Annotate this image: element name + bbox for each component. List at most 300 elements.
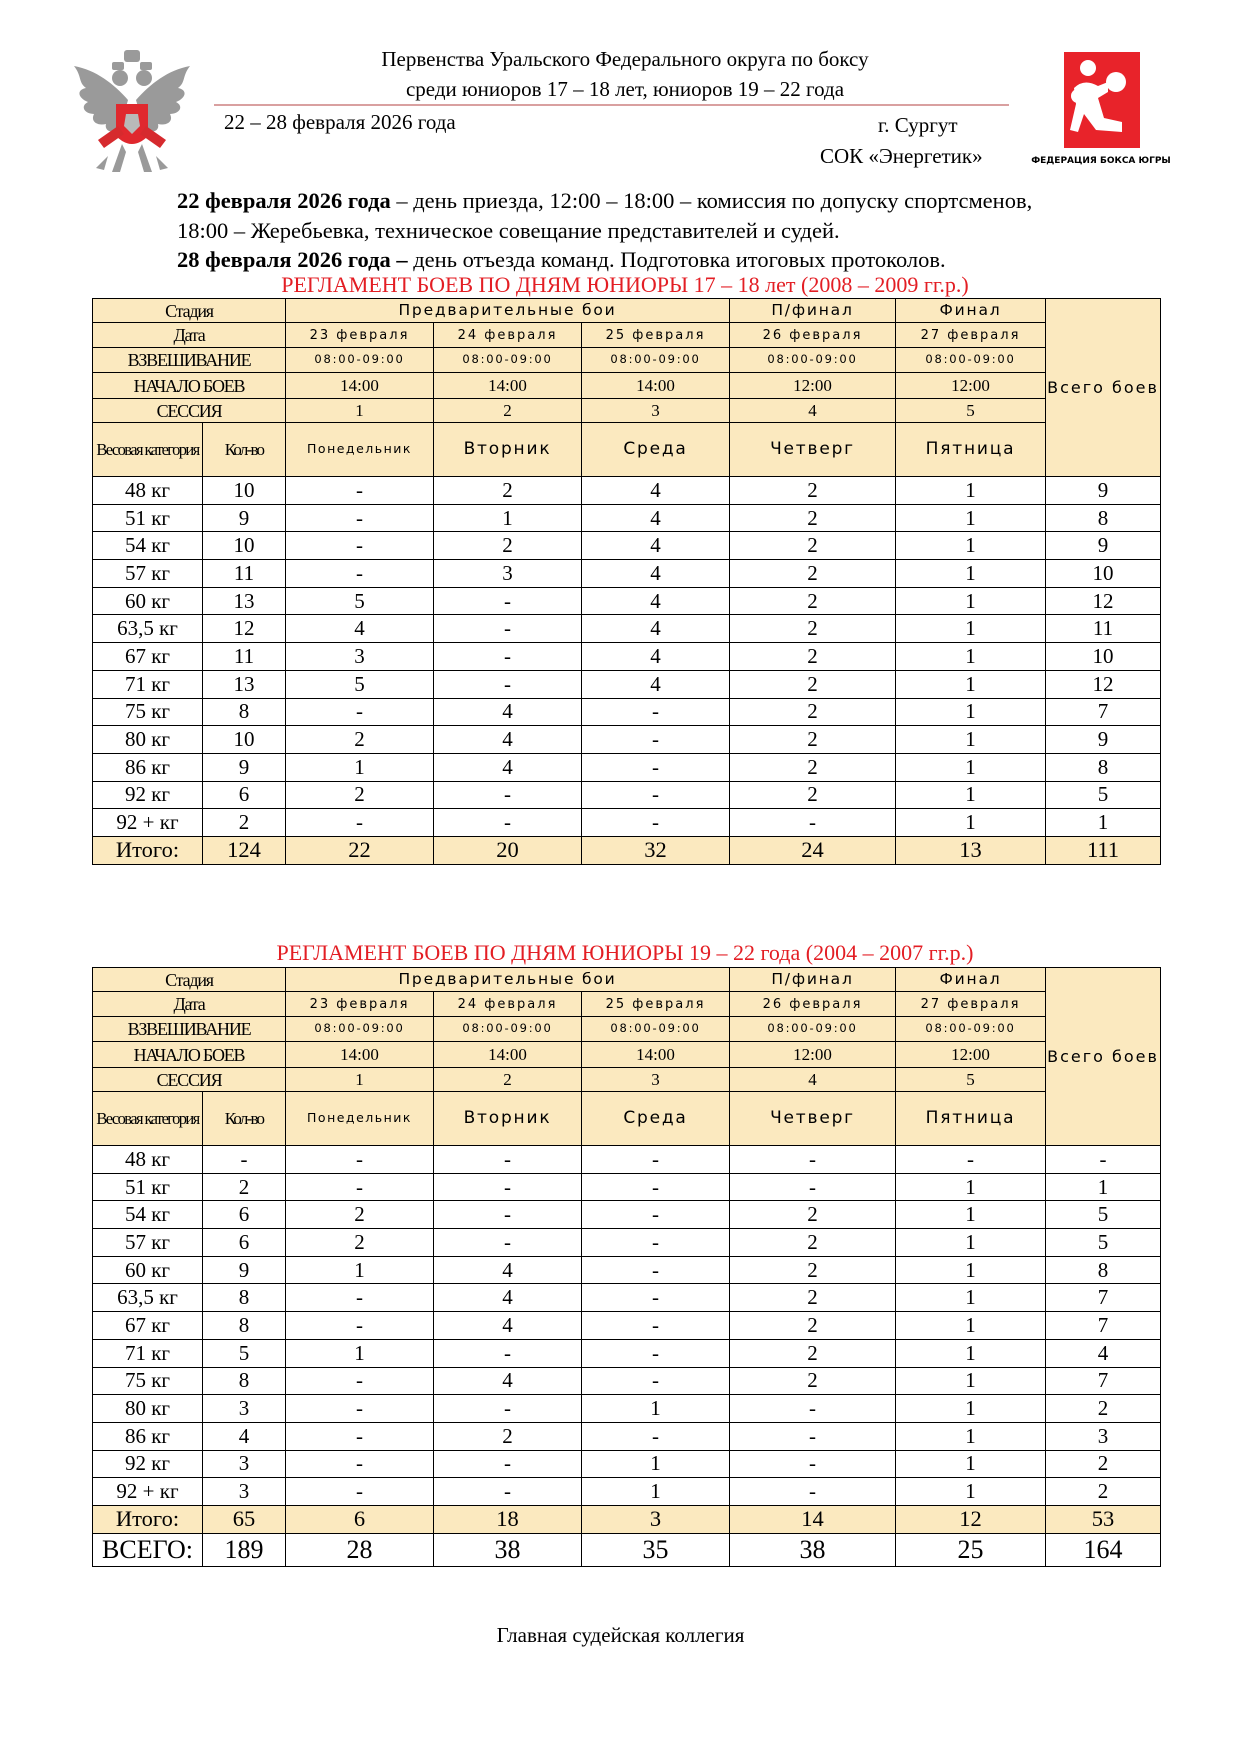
table-cell: 12 — [203, 615, 286, 643]
table-cell: 1 — [1046, 809, 1161, 837]
table-cell: 2 — [1046, 1478, 1161, 1506]
date-cell: 27 февраля — [896, 323, 1046, 348]
table-cell: - — [582, 809, 730, 837]
arrival-notes — [177, 186, 1177, 275]
table-cell: 1 — [896, 1450, 1046, 1478]
session-label: СЕССИЯ — [93, 399, 286, 423]
weigh-in-time: 08:00-09:00 — [896, 348, 1046, 373]
table-cell: 9 — [203, 753, 286, 781]
section-title-17-18: РЕГЛАМЕНТ БОЕВ ПО ДНЯМ ЮНИОРЫ 17 – 18 лет (2008 – 2009 гг.р.) — [281, 272, 969, 297]
table-cell: 2 — [286, 1201, 434, 1229]
date-cell: 26 февраля — [730, 323, 896, 348]
table-cell: 22 — [286, 836, 434, 864]
table-cell: - — [434, 1173, 582, 1201]
table-cell: 4 — [1046, 1339, 1161, 1367]
table-cell: 8 — [203, 1284, 286, 1312]
final-label: Финал — [896, 968, 1046, 992]
table-cell: 1 — [896, 698, 1046, 726]
table-cell: 1 — [896, 615, 1046, 643]
row-label: 92 + кг — [93, 1478, 203, 1506]
table-cell: 4 — [582, 560, 730, 588]
table-cell: 2 — [203, 1173, 286, 1201]
session-number: 3 — [582, 1068, 730, 1092]
weigh-in-time: 08:00-09:00 — [286, 348, 434, 373]
federation-logo — [1026, 52, 1176, 180]
table-row — [93, 753, 1161, 781]
table-cell: 9 — [203, 504, 286, 532]
table-row — [93, 1339, 1161, 1367]
row-label: 92 кг — [93, 1450, 203, 1478]
row-label: 92 кг — [93, 781, 203, 809]
table-cell: - — [286, 560, 434, 588]
table-cell: - — [434, 643, 582, 671]
weekday-label: Вторник — [434, 1092, 582, 1146]
row-label: 57 кг — [93, 1229, 203, 1257]
stage-row — [93, 299, 1161, 323]
date-cell: 23 февраля — [286, 992, 434, 1017]
session-number: 5 — [896, 399, 1046, 423]
table-cell: 4 — [434, 753, 582, 781]
table-cell: 2 — [730, 670, 896, 698]
table-cell: 1 — [896, 560, 1046, 588]
table-cell: 4 — [434, 1367, 582, 1395]
table-cell: 124 — [203, 836, 286, 864]
table-cell: 2 — [730, 753, 896, 781]
row-label: Итого: — [93, 1505, 203, 1533]
weekday-label: Четверг — [730, 423, 896, 477]
table-cell: 2 — [1046, 1395, 1161, 1423]
table-cell: 5 — [286, 587, 434, 615]
table-cell: 4 — [582, 670, 730, 698]
weigh-in-time: 08:00-09:00 — [896, 1017, 1046, 1042]
row-label: 57 кг — [93, 560, 203, 588]
arrival-line — [177, 186, 1177, 216]
weigh-in-time: 08:00-09:00 — [286, 1017, 434, 1042]
table-cell: 2 — [434, 532, 582, 560]
table-row — [93, 809, 1161, 837]
boxer-icon — [1064, 52, 1140, 148]
start-time: 12:00 — [730, 373, 896, 399]
table-cell: 1 — [896, 1312, 1046, 1340]
weekday-label: Пятница — [896, 423, 1046, 477]
weigh-in-row — [93, 348, 1161, 373]
table-row — [93, 1367, 1161, 1395]
table-row — [93, 1450, 1161, 1478]
table-cell: 4 — [582, 643, 730, 671]
table-cell: 12 — [896, 1505, 1046, 1533]
table-row — [93, 1201, 1161, 1229]
table-cell: 4 — [434, 698, 582, 726]
table-cell: 1 — [896, 1339, 1046, 1367]
row-label: 63,5 кг — [93, 615, 203, 643]
start-time: 14:00 — [286, 1042, 434, 1068]
final-label: Финал — [896, 299, 1046, 323]
table-row — [93, 1312, 1161, 1340]
table-cell: 4 — [286, 615, 434, 643]
row-label: 75 кг — [93, 1367, 203, 1395]
table-cell: 11 — [203, 560, 286, 588]
table-cell: 38 — [730, 1533, 896, 1566]
table-cell: - — [286, 504, 434, 532]
table-cell: 7 — [1046, 1312, 1161, 1340]
session-number: 4 — [730, 399, 896, 423]
weekday-label: Среда — [582, 423, 730, 477]
table-cell: - — [730, 1422, 896, 1450]
table-cell: 189 — [203, 1533, 286, 1566]
table-cell: - — [434, 781, 582, 809]
start-time: 14:00 — [582, 1042, 730, 1068]
departure-line — [177, 245, 1177, 275]
table-cell: 3 — [286, 643, 434, 671]
table-cell: 10 — [203, 532, 286, 560]
table-cell: - — [582, 1229, 730, 1257]
table-cell: 1 — [896, 1422, 1046, 1450]
schedule-body-19-22 — [93, 1146, 1161, 1567]
table-cell: 2 — [730, 1312, 896, 1340]
weekday-label: Среда — [582, 1092, 730, 1146]
table-cell: 4 — [434, 1284, 582, 1312]
table-cell: - — [434, 1395, 582, 1423]
weekday-label: Вторник — [434, 423, 582, 477]
table-cell: - — [434, 1146, 582, 1174]
table-cell: 6 — [286, 1505, 434, 1533]
table-row — [93, 1422, 1161, 1450]
date-cell: 26 февраля — [730, 992, 896, 1017]
table-cell: - — [434, 615, 582, 643]
table-cell: - — [730, 1395, 896, 1423]
schedule-body-17-18 — [93, 477, 1161, 865]
schedule-table-19-22 — [92, 967, 1161, 1567]
table-cell: 6 — [203, 1201, 286, 1229]
table-cell: 3 — [203, 1395, 286, 1423]
table-cell: - — [203, 1146, 286, 1174]
table-cell: 4 — [434, 1312, 582, 1340]
table-cell: - — [286, 1146, 434, 1174]
row-label: 75 кг — [93, 698, 203, 726]
table-cell: - — [286, 1422, 434, 1450]
weekday-label: Четверг — [730, 1092, 896, 1146]
table-cell: 2 — [730, 504, 896, 532]
table-cell: 2 — [730, 643, 896, 671]
semifinal-label: П/финал — [730, 968, 896, 992]
table-cell: 4 — [434, 1256, 582, 1284]
table-cell: 4 — [582, 532, 730, 560]
table-cell: 13 — [203, 587, 286, 615]
table-cell: - — [730, 1450, 896, 1478]
table-cell: - — [286, 1367, 434, 1395]
table-cell: - — [582, 1339, 730, 1367]
start-row — [93, 1042, 1161, 1068]
table-cell: 2 — [730, 1229, 896, 1257]
table-cell: 2 — [730, 1284, 896, 1312]
table-cell: 8 — [1046, 753, 1161, 781]
table-cell: 1 — [896, 643, 1046, 671]
session-row — [93, 399, 1161, 423]
table-cell: - — [582, 1422, 730, 1450]
table-cell: 1 — [896, 532, 1046, 560]
table-cell: 4 — [203, 1422, 286, 1450]
table-cell: 3 — [1046, 1422, 1161, 1450]
table-cell: - — [582, 781, 730, 809]
start-time: 12:00 — [896, 373, 1046, 399]
table-cell: - — [434, 1478, 582, 1506]
table-cell: - — [1046, 1146, 1161, 1174]
table-cell: 1 — [1046, 1173, 1161, 1201]
table-cell: - — [286, 1173, 434, 1201]
table-cell: - — [434, 1229, 582, 1257]
count-label: Кол-во — [203, 423, 286, 477]
stage-label: Стадия — [93, 299, 286, 323]
row-label: ВСЕГО: — [93, 1533, 203, 1566]
departure-date: 28 февраля 2026 года – — [177, 247, 408, 272]
table-cell: 1 — [896, 1395, 1046, 1423]
table-cell: 3 — [203, 1478, 286, 1506]
departure-text: день отъезда команд. Подготовка итоговых протоколов. — [407, 247, 946, 272]
category-label: Весовая категория — [93, 423, 203, 477]
row-label: 48 кг — [93, 477, 203, 505]
table-cell: 8 — [1046, 504, 1161, 532]
total-bouts-header: Всего боев — [1046, 968, 1161, 1146]
weigh-in-time: 08:00-09:00 — [434, 1017, 582, 1042]
session-number: 4 — [730, 1068, 896, 1092]
start-time: 14:00 — [434, 373, 582, 399]
table-cell: 3 — [203, 1450, 286, 1478]
row-label: 51 кг — [93, 504, 203, 532]
table-cell: - — [286, 1284, 434, 1312]
table-cell: - — [582, 726, 730, 754]
weigh-in-time: 08:00-09:00 — [434, 348, 582, 373]
weekday-row — [93, 1092, 1161, 1146]
date-cell: 25 февраля — [582, 323, 730, 348]
table-cell: 1 — [286, 753, 434, 781]
table-row — [93, 1478, 1161, 1506]
table-cell: - — [286, 809, 434, 837]
table-cell: - — [582, 753, 730, 781]
table-cell: 12 — [1046, 670, 1161, 698]
table-cell: 2 — [730, 726, 896, 754]
table-cell: 6 — [203, 1229, 286, 1257]
table-cell: 4 — [582, 477, 730, 505]
table-cell: 13 — [896, 836, 1046, 864]
table-cell: 11 — [203, 643, 286, 671]
table-cell: 2 — [730, 477, 896, 505]
start-time: 14:00 — [286, 373, 434, 399]
table-cell: 1 — [896, 1229, 1046, 1257]
table-row — [93, 1229, 1161, 1257]
table-cell: - — [730, 1173, 896, 1201]
weigh-in-label: ВЗВЕШИВАНИЕ — [93, 348, 286, 373]
table-cell: 8 — [1046, 1256, 1161, 1284]
table-cell: 2 — [730, 781, 896, 809]
table-row — [93, 1146, 1161, 1174]
row-label: 86 кг — [93, 753, 203, 781]
table-cell: 5 — [286, 670, 434, 698]
row-label: 54 кг — [93, 1201, 203, 1229]
table-cell: - — [582, 1256, 730, 1284]
table-cell: - — [434, 809, 582, 837]
table-cell: 10 — [1046, 560, 1161, 588]
row-label: 63,5 кг — [93, 1284, 203, 1312]
weekday-label: Понедельник — [286, 1092, 434, 1146]
table-cell: 1 — [286, 1339, 434, 1367]
table-row — [93, 560, 1161, 588]
table-row — [93, 532, 1161, 560]
session-number: 2 — [434, 1068, 582, 1092]
table-cell: 1 — [896, 587, 1046, 615]
event-location — [820, 110, 983, 172]
start-time: 14:00 — [582, 373, 730, 399]
table-cell: 2 — [286, 726, 434, 754]
table-cell: - — [730, 809, 896, 837]
table-cell: 1 — [896, 753, 1046, 781]
event-dates: 22 – 28 февраля 2026 года — [224, 110, 456, 134]
session-row — [93, 1068, 1161, 1092]
table-cell: 10 — [1046, 643, 1161, 671]
session-label: СЕССИЯ — [93, 1068, 286, 1092]
table-cell: 2 — [730, 587, 896, 615]
row-label: 80 кг — [93, 1395, 203, 1423]
table-cell: 2 — [203, 809, 286, 837]
start-time: 12:00 — [730, 1042, 896, 1068]
row-label: 92 + кг — [93, 809, 203, 837]
table-cell: 8 — [203, 698, 286, 726]
table-cell: 7 — [1046, 1284, 1161, 1312]
table-cell: 7 — [1046, 1367, 1161, 1395]
table-cell: 4 — [582, 615, 730, 643]
table-cell: 9 — [203, 1256, 286, 1284]
stage-row — [93, 968, 1161, 992]
weekday-row — [93, 423, 1161, 477]
table-cell: 5 — [203, 1339, 286, 1367]
grand-total-row — [93, 1533, 1161, 1566]
total-row — [93, 1505, 1161, 1533]
table-cell: 2 — [730, 1256, 896, 1284]
table-cell: 3 — [434, 560, 582, 588]
date-cell: 23 февраля — [286, 323, 434, 348]
table-cell: 2 — [730, 1367, 896, 1395]
session-number: 1 — [286, 1068, 434, 1092]
table-cell: 8 — [203, 1367, 286, 1395]
table-cell: - — [434, 1201, 582, 1229]
table-cell: 164 — [1046, 1533, 1161, 1566]
total-row — [93, 836, 1161, 864]
federation-name: ФЕДЕРАЦИЯ БОКСА ЮГРЫ — [1031, 156, 1171, 166]
prelim-label: Предварительные бои — [286, 968, 730, 992]
table-cell: 2 — [434, 1422, 582, 1450]
table-row — [93, 643, 1161, 671]
document-title — [230, 44, 1020, 104]
table-cell: 2 — [730, 1339, 896, 1367]
table-row — [93, 477, 1161, 505]
table-cell: 2 — [730, 1201, 896, 1229]
table-cell: 1 — [896, 781, 1046, 809]
table-cell: 4 — [582, 587, 730, 615]
date-label: Дата — [93, 323, 286, 348]
table-cell: 1 — [896, 1284, 1046, 1312]
date-cell: 24 февраля — [434, 992, 582, 1017]
table-cell: - — [582, 1284, 730, 1312]
row-label: 60 кг — [93, 1256, 203, 1284]
header-divider — [214, 104, 1009, 106]
table-cell: - — [286, 477, 434, 505]
table-cell: - — [582, 698, 730, 726]
arrival-date: 22 февраля 2026 года — [177, 188, 391, 213]
table-cell: 1 — [582, 1395, 730, 1423]
table-cell: 9 — [1046, 532, 1161, 560]
date-row — [93, 992, 1161, 1017]
session-number: 2 — [434, 399, 582, 423]
table-cell: 2 — [434, 477, 582, 505]
table-cell: 28 — [286, 1533, 434, 1566]
schedule-table-17-18 — [92, 298, 1161, 865]
table-row — [93, 670, 1161, 698]
table-cell: - — [896, 1146, 1046, 1174]
table-cell: 5 — [1046, 1229, 1161, 1257]
session-number: 3 — [582, 399, 730, 423]
arrival-text: – день приезда, 12:00 – 18:00 – комиссия по допуску спортсменов, — [390, 188, 1033, 213]
table-cell: - — [730, 1146, 896, 1174]
row-label: Итого: — [93, 836, 203, 864]
table-row — [93, 504, 1161, 532]
table-cell: 1 — [896, 670, 1046, 698]
table-cell: 6 — [203, 781, 286, 809]
table-row — [93, 1256, 1161, 1284]
table-cell: 32 — [582, 836, 730, 864]
table-cell: - — [286, 1478, 434, 1506]
table-row — [93, 1395, 1161, 1423]
row-label: 67 кг — [93, 643, 203, 671]
weigh-in-time: 08:00-09:00 — [582, 1017, 730, 1042]
table-cell: 4 — [434, 726, 582, 754]
table-cell: 1 — [896, 1478, 1046, 1506]
weigh-in-time: 08:00-09:00 — [730, 348, 896, 373]
row-label: 51 кг — [93, 1173, 203, 1201]
row-label: 80 кг — [93, 726, 203, 754]
table-row — [93, 698, 1161, 726]
table-cell: 1 — [434, 504, 582, 532]
row-label: 71 кг — [93, 670, 203, 698]
row-label: 60 кг — [93, 587, 203, 615]
table-cell: 13 — [203, 670, 286, 698]
count-label: Кол-во — [203, 1092, 286, 1146]
session-number: 5 — [896, 1068, 1046, 1092]
table-row — [93, 1284, 1161, 1312]
table-cell: 2 — [1046, 1450, 1161, 1478]
start-time: 14:00 — [434, 1042, 582, 1068]
table-cell: 7 — [1046, 698, 1161, 726]
date-cell: 27 февраля — [896, 992, 1046, 1017]
start-row — [93, 373, 1161, 399]
table-cell: 38 — [434, 1533, 582, 1566]
table-cell: 1 — [896, 809, 1046, 837]
table-cell: 1 — [582, 1450, 730, 1478]
table-cell: 2 — [730, 532, 896, 560]
weekday-label: Пятница — [896, 1092, 1046, 1146]
date-row — [93, 323, 1161, 348]
table-cell: 14 — [730, 1505, 896, 1533]
row-label: 67 кг — [93, 1312, 203, 1340]
table-cell: 2 — [286, 1229, 434, 1257]
title-line-1: Первенства Уральского Федерального округа по боксу — [381, 47, 869, 71]
row-label: 48 кг — [93, 1146, 203, 1174]
weigh-in-time: 08:00-09:00 — [730, 1017, 896, 1042]
table-cell: 25 — [896, 1533, 1046, 1566]
table-cell: 4 — [582, 504, 730, 532]
date-cell: 24 февраля — [434, 323, 582, 348]
table-cell: 35 — [582, 1533, 730, 1566]
table-cell: 9 — [1046, 726, 1161, 754]
table-cell: 53 — [1046, 1505, 1161, 1533]
